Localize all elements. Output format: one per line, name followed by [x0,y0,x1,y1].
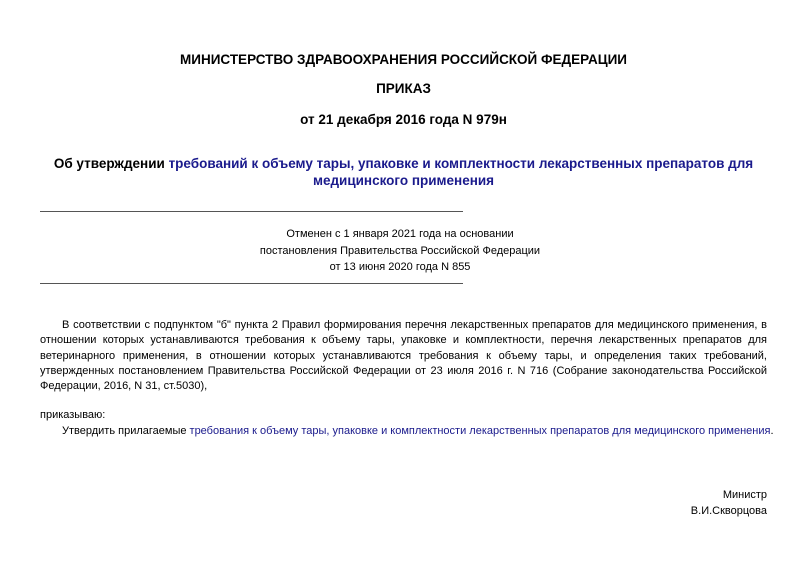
divider-top [40,211,463,212]
annulment-line-3: от 13 июня 2020 года N 855 [329,261,471,273]
annulment-line-2: постановления Правительства Российской Федерации [259,244,541,257]
annulment-note [250,226,550,276]
order-date: от 21 декабря 2016 года N 979н [300,112,507,127]
preamble-paragraph: В соответствии с подпунктом "б" пункта 2 Правил формирования перечня лекарственных препаратов для медицинского применения, в отношении которых устанавливаются требования к объему тары, упаковке и комплектности, перечня лекарственных препаратов для ветеринарного применения, в отношении которых устанавливаются требования к объему тары, и определения таких требований, утвержденных постановлением Правительства Российской Федерации от 23 июля 2016 г. N 716 (Собрание законодательства Российской Федерации, 2016, N 31, ст.5030), [40,319,767,393]
signature-block [691,487,767,519]
signature-name: В.И.Скворцова [690,505,767,517]
approve-paragraph [62,425,774,437]
order-word: приказываю: [40,409,106,421]
approve-prefix: Утвердить прилагаемые [62,425,190,437]
subject-prefix: Об утверждении [53,156,169,171]
approve-suffix: . [770,425,774,437]
annulment-line-1: Отменен с 1 января 2021 года на основании [286,228,514,240]
divider-bottom [40,283,463,284]
ministry-title: МИНИСТЕРСТВО ЗДРАВООХРАНЕНИЯ РОССИЙСКОЙ ФЕДЕРАЦИИ [180,52,627,67]
order-type: ПРИКАЗ [376,81,431,96]
signature-title: Министр [722,489,767,501]
requirements-link[interactable]: требований к объему тары, упаковке и комплектности лекарственных препаратов для медицинского применения [168,156,754,188]
order-subject [40,155,767,189]
approved-requirements-link[interactable]: требования к объему тары, упаковке и комплектности лекарственных препаратов для медицинского применения [189,425,771,437]
